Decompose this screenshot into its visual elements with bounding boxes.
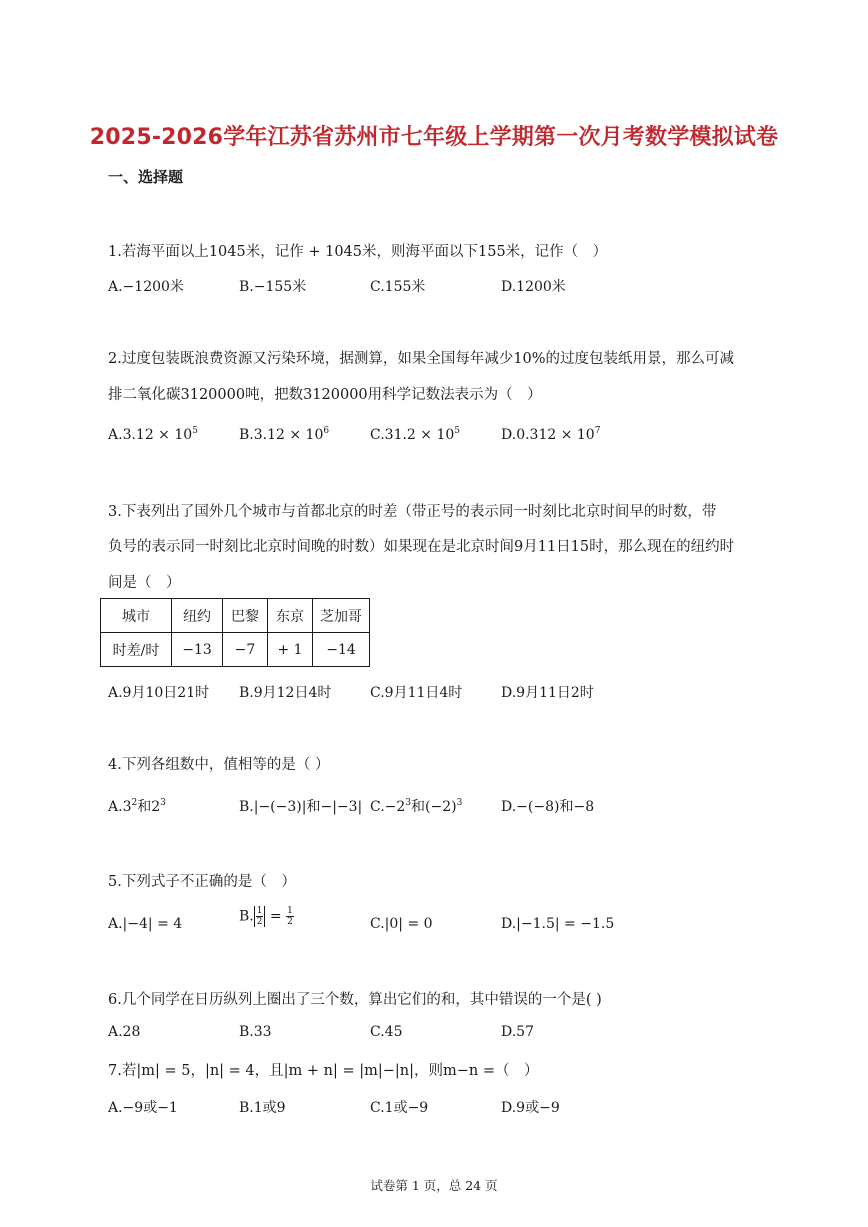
question-2-option-b[interactable] <box>239 426 329 443</box>
power-base: (−2) <box>425 799 457 815</box>
fraction <box>286 906 294 927</box>
power-exponent: 3 <box>405 798 412 808</box>
option-exponent: 5 <box>454 426 461 436</box>
power-exponent: 3 <box>160 798 166 808</box>
question-6-stem: 6.几个同学在日历纵列上圈出了三个数，算出它们的和，其中错误的一个是( ) <box>108 992 602 1008</box>
question-3-option-c[interactable]: C.9月11日4时 <box>370 685 463 701</box>
question-7-stem: 7.若|m| = 5，|n| = 4，且|m + n| = |m|−|n|，则m−n =（ ） <box>108 1063 539 1079</box>
question-2-option-c[interactable] <box>370 426 460 443</box>
table-row <box>101 633 370 667</box>
option-exponent: 5 <box>192 426 198 436</box>
question-3-stem-line-3: 间是（ ） <box>108 575 181 591</box>
option-base: 3.12 × 10 <box>253 427 324 443</box>
table-cell: 纽约 <box>172 599 223 633</box>
fraction <box>256 906 264 927</box>
question-4-option-d[interactable]: D.−(−8)和−8 <box>501 799 595 815</box>
question-1-option-d[interactable]: D.1200米 <box>501 279 566 295</box>
question-7-option-c[interactable]: C.1或−9 <box>370 1100 429 1116</box>
question-7-option-a[interactable]: A.−9或−1 <box>108 1100 178 1116</box>
question-5-option-b[interactable] <box>239 906 294 927</box>
table-cell: −13 <box>172 633 223 667</box>
question-5-stem: 5.下列式子不正确的是（ ） <box>108 874 296 890</box>
question-1-stem: 1.若海平面以上1045米，记作 + 1045米，则海平面以下155米，记作（ ） <box>108 244 608 260</box>
question-5-option-c[interactable]: C.|0| = 0 <box>370 916 433 932</box>
option-letter: D. <box>501 427 517 443</box>
power-exponent: 2 <box>131 798 138 808</box>
exam-title: 2025-2026学年江苏省苏州市七年级上学期第一次月考数学模拟试卷 <box>89 125 779 150</box>
question-4-stem: 4.下列各组数中，值相等的是（ ） <box>108 757 330 773</box>
option-letter: A. <box>108 799 123 815</box>
question-3-stem-line-2: 负号的表示同一时刻比北京时间晚的时数）如果现在是北京时间9月11日15时，那么现在的纽约时 <box>108 539 735 555</box>
time-difference-table <box>100 598 370 667</box>
conjunction: 和 <box>411 799 426 815</box>
power-base: −2 <box>384 799 406 815</box>
question-5-option-a[interactable]: A.|−4| = 4 <box>108 916 183 932</box>
option-letter: B. <box>239 427 254 443</box>
question-1-option-c[interactable]: C.155米 <box>370 279 426 295</box>
power-base: 2 <box>151 799 161 815</box>
question-4-option-a[interactable] <box>108 796 166 816</box>
option-exponent: 6 <box>323 426 330 436</box>
option-base: 3.12 × 10 <box>122 427 193 443</box>
table-cell: + 1 <box>268 633 313 667</box>
option-letter: C. <box>370 799 385 815</box>
table-cell: 时差/时 <box>101 633 172 667</box>
question-7-option-d[interactable]: D.9或−9 <box>501 1100 560 1116</box>
table-cell: 城市 <box>101 599 172 633</box>
question-1-option-b[interactable]: B.−155米 <box>239 279 307 295</box>
table-cell: 巴黎 <box>223 599 268 633</box>
question-4-option-b[interactable]: B.|−(−3)|和−|−3| <box>239 799 363 815</box>
option-letter: A. <box>108 427 123 443</box>
question-5-option-d[interactable]: D.|−1.5| = −1.5 <box>501 916 615 932</box>
option-letter: C. <box>370 427 385 443</box>
fraction-denominator: 2 <box>287 917 293 927</box>
question-2-stem-line-2: 排二氧化碳3120000吨，把数3120000用科学记数法表示为（ ） <box>108 387 542 403</box>
conjunction: 和 <box>137 799 152 815</box>
question-2-option-d[interactable] <box>501 426 600 443</box>
question-2-option-a[interactable] <box>108 426 198 443</box>
equals-sign: = <box>265 908 287 925</box>
section-heading: 一、选择题 <box>108 168 184 186</box>
question-4-option-c[interactable] <box>370 796 462 816</box>
absolute-value-bars <box>254 906 266 927</box>
question-2-stem-line-1: 2.过度包装既浪费资源又污染环境，据测算，如果全国每年减少10%的过度包装纸用景，那么可减 <box>108 351 735 367</box>
question-3-option-d[interactable]: D.9月11日2时 <box>501 685 594 701</box>
table-cell: −7 <box>223 633 268 667</box>
power-base: 3 <box>122 799 132 815</box>
question-3-stem-line-1: 3.下表列出了国外几个城市与首都北京的时差（带正号的表示同一时刻比北京时间早的时数，带 <box>108 504 717 520</box>
question-6-option-c[interactable]: C.45 <box>370 1024 403 1040</box>
fraction-denominator: 2 <box>256 917 263 927</box>
option-base: 0.312 × 10 <box>516 427 595 443</box>
table-header-row <box>101 599 370 633</box>
question-6-option-b[interactable]: B.33 <box>239 1024 272 1040</box>
option-exponent: 7 <box>594 426 601 436</box>
question-1-option-a[interactable]: A.−1200米 <box>108 279 184 295</box>
option-base: 31.2 × 10 <box>384 427 455 443</box>
question-6-option-d[interactable]: D.57 <box>501 1024 534 1040</box>
question-3-option-a[interactable]: A.9月10日21时 <box>108 685 210 701</box>
page-footer: 试卷第 1 页，总 24 页 <box>370 1178 498 1193</box>
table-cell: −14 <box>313 633 370 667</box>
table-cell: 东京 <box>268 599 313 633</box>
question-6-option-a[interactable]: A.28 <box>108 1024 141 1040</box>
power-exponent: 3 <box>456 798 463 808</box>
table-cell: 芝加哥 <box>313 599 370 633</box>
option-letter: B. <box>239 908 254 925</box>
fraction-numerator: 1 <box>256 906 263 916</box>
question-7-option-b[interactable]: B.1或9 <box>239 1100 286 1116</box>
question-3-option-b[interactable]: B.9月12日4时 <box>239 685 332 701</box>
fraction-numerator: 1 <box>287 906 293 916</box>
